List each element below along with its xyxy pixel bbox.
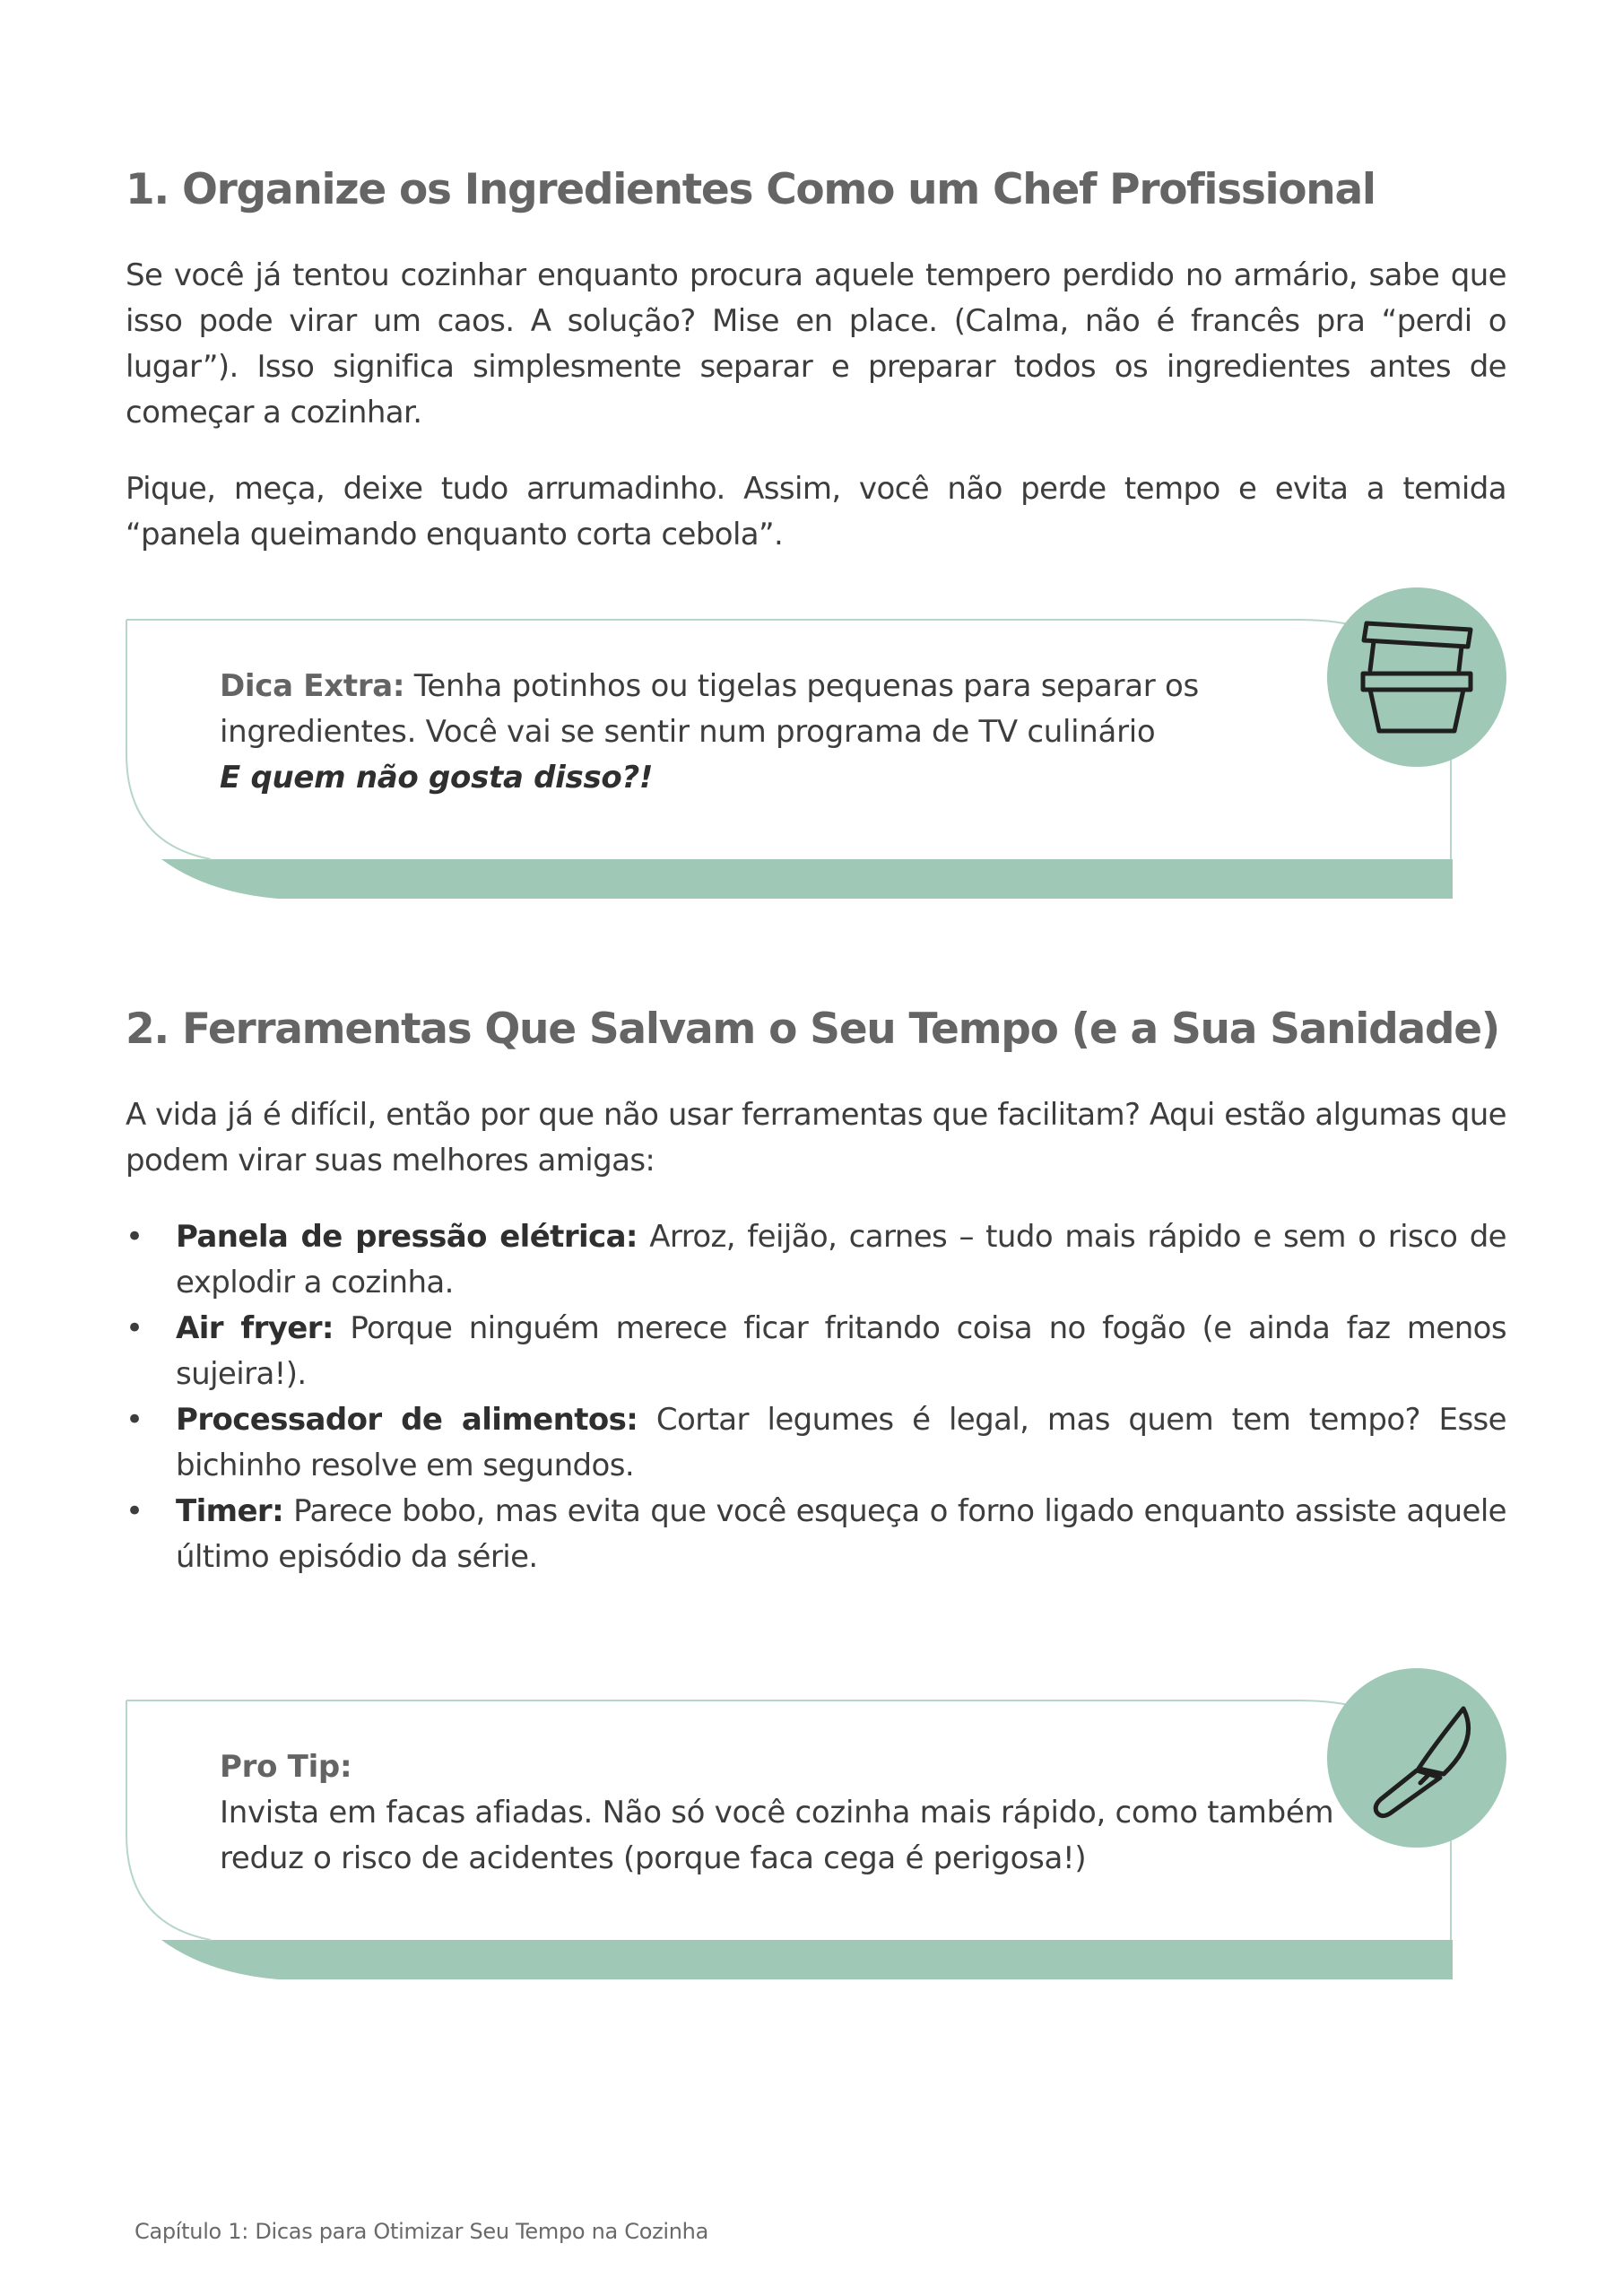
section-tools [126, 1003, 1506, 1580]
item-term: Timer: [176, 1493, 284, 1529]
tip-box-band [161, 859, 1453, 899]
tip-text: Tenha potinhos ou tigelas pequenas para separar os ingredientes. Você vai se sentir num programa de TV culinário [220, 668, 1199, 750]
section-heading: 2. Ferramentas Que Salvam o Seu Tempo (e a Sua Sanidade) [126, 1004, 1499, 1054]
list-item [126, 1214, 1506, 1306]
item-term: Processador de alimentos: [176, 1402, 638, 1438]
paragraph: Pique, meça, deixe tudo arrumadinho. Assim, você não perde tempo e evita a temida “panela queimando enquanto corta cebola”. [126, 471, 1506, 552]
bullet: • [126, 1310, 143, 1346]
item-text: Arroz, feijão, carnes – tudo mais rápido e sem o risco de explodir a cozinha. [176, 1219, 1506, 1300]
section-heading: 1. Organize os Ingredientes Como um Chef Profissional [126, 165, 1376, 214]
item-term: Panela de pressão elétrica: [176, 1219, 638, 1255]
paragraph: Se você já tentou cozinhar enquanto procura aquele tempero perdido no armário, sabe que isso pode virar um caos. A solução? Mise en place. (Calma, não é francês pra “perdi o lugar”). Isso significa simplesmente separar e preparar todos os ingredientes antes de começar a cozinhar. [126, 257, 1506, 430]
bullet: • [126, 1219, 143, 1255]
item-text: Parece bobo, mas evita que você esqueça o forno ligado enquanto assiste aquele último episódio da série. [176, 1493, 1506, 1575]
item-text: Cortar legumes é legal, mas quem tem tempo? Esse bichinho resolve em segundos. [176, 1402, 1506, 1483]
tip-text: Invista em facas afiadas. Não só você cozinha mais rápido, como também reduz o risco de acidentes (porque faca cega é perigosa!) [220, 1795, 1334, 1876]
bullet: • [126, 1402, 143, 1438]
section-organize [126, 163, 1506, 558]
tip-label: Dica Extra: [220, 668, 405, 704]
knife-icon [1327, 1668, 1506, 1848]
tip-box-band [161, 1940, 1453, 1979]
tip-content [220, 1744, 1350, 1882]
item-term: Air fryer: [176, 1310, 334, 1346]
list-item [126, 1306, 1506, 1397]
tip-box-pro [126, 1700, 1453, 1978]
bullet: • [126, 1493, 143, 1529]
bowls-icon [1327, 587, 1506, 767]
knife-badge [1327, 1668, 1506, 1848]
tip-content [220, 664, 1350, 801]
tip-label: Pro Tip: [220, 1749, 352, 1785]
page-footer: Capítulo 1: Dicas para Otimizar Seu Tempo na Cozinha [135, 2219, 708, 2244]
tools-list [126, 1214, 1506, 1580]
list-item [126, 1489, 1506, 1580]
paragraph: A vida já é difícil, então por que não usar ferramentas que facilitam? Aqui estão algumas que podem virar suas melhores amigas: [126, 1097, 1506, 1178]
tip-emphasis: E quem não gosta disso?! [220, 760, 654, 796]
tip-box-extra [126, 619, 1453, 897]
bowls-badge [1327, 587, 1506, 767]
item-text: Porque ninguém merece ficar fritando coisa no fogão (e ainda faz menos sujeira!). [176, 1310, 1506, 1392]
list-item [126, 1397, 1506, 1489]
